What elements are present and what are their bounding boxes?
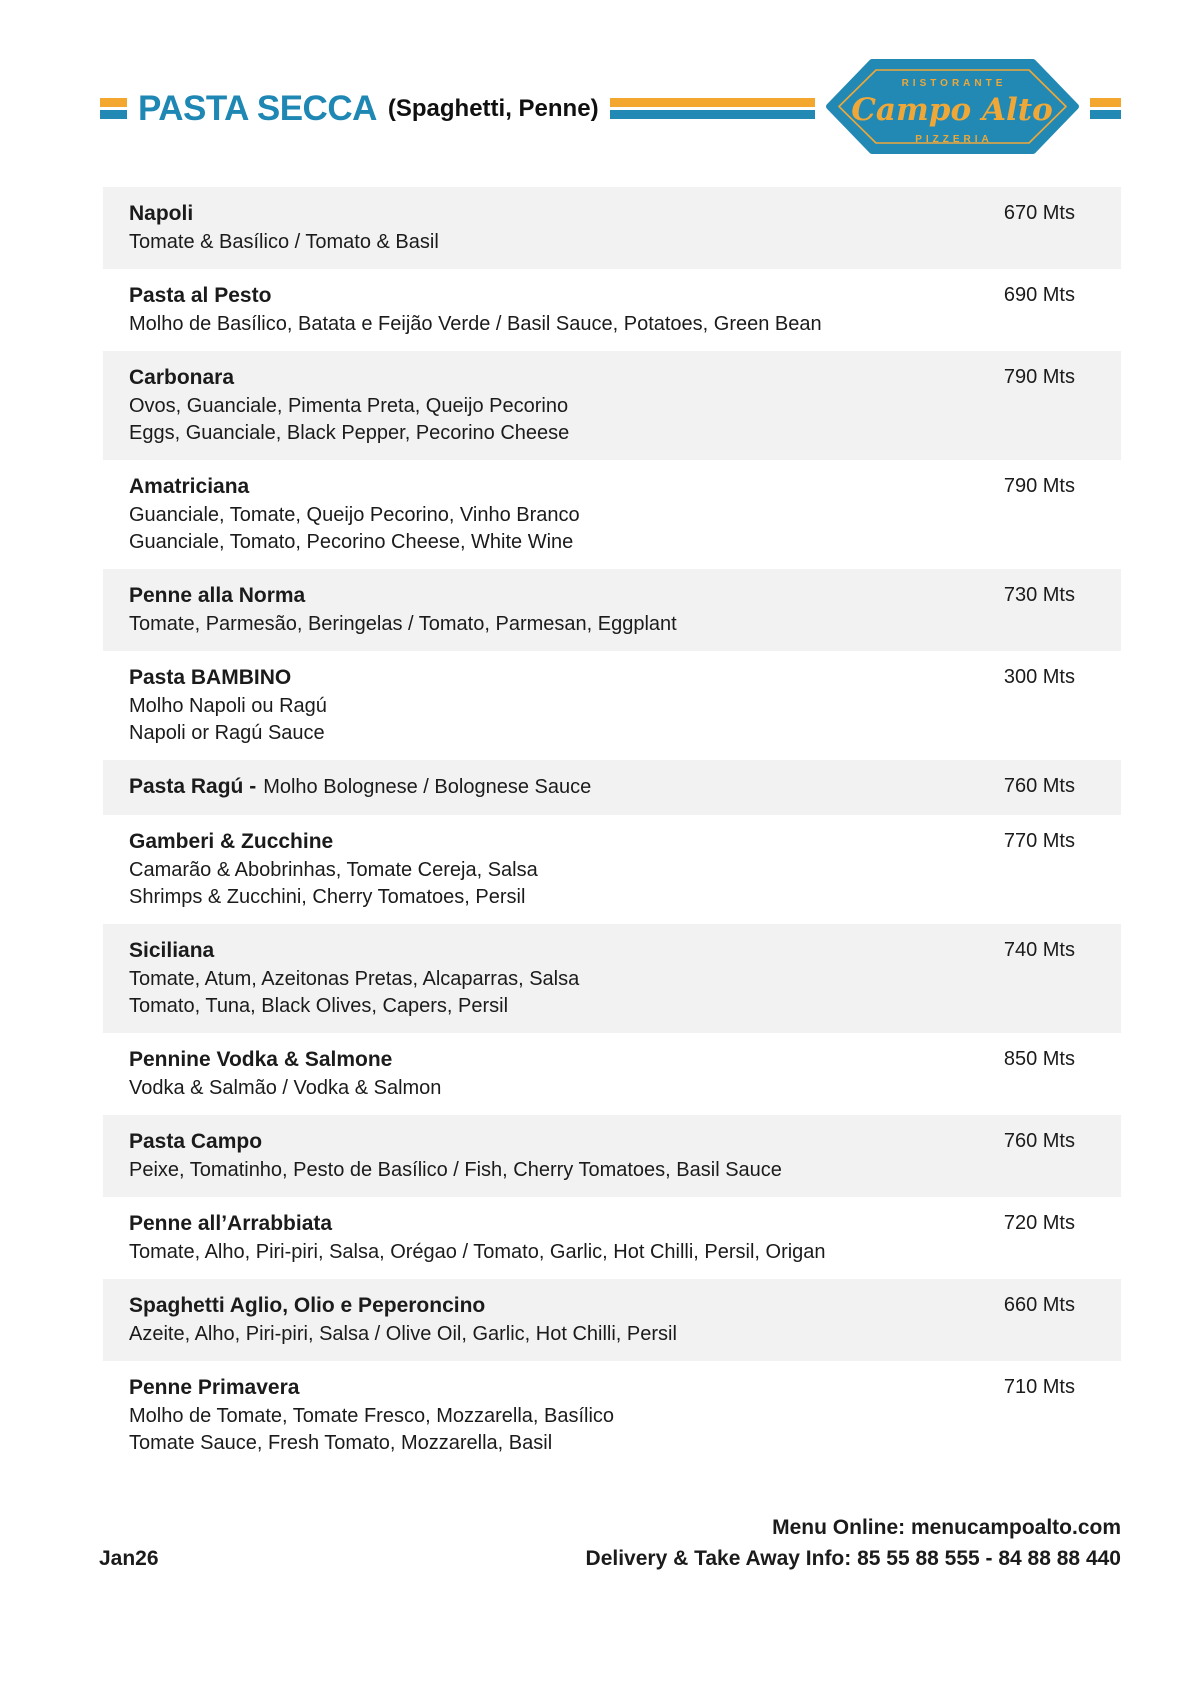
item-text: [129, 364, 984, 447]
item-price: 760 Mts: [1003, 775, 1075, 797]
item-description-line: Ovos, Guanciale, Pimenta Preta, Queijo Pecorino: [129, 395, 569, 417]
item-price: 720 Mts: [1003, 1212, 1075, 1234]
menu-item-row: [103, 815, 1121, 924]
item-price: 660 Mts: [1003, 1294, 1075, 1316]
accent-bar-yellow: [100, 98, 127, 107]
menu-item-row: [103, 1361, 1121, 1470]
page-footer: [99, 1512, 1121, 1574]
item-title-line: [129, 1292, 984, 1321]
logo-top-label: RISTORANTE: [901, 77, 1007, 89]
item-description-line: Camarão & Abobrinhas, Tomate Cereja, Salsa: [129, 859, 538, 881]
menu-item-row: [103, 651, 1121, 760]
item-title-line: [129, 773, 984, 802]
accent-bar-blue: [610, 110, 815, 119]
item-title-line: [129, 664, 984, 693]
item-text: [129, 1128, 984, 1184]
item-name: Carbonara: [129, 366, 235, 389]
item-description-line: Tomate, Alho, Piri-piri, Salsa, Orégao / Tomato, Garlic, Hot Chilli, Persil, Origan: [129, 1241, 826, 1263]
item-name: Pasta Campo: [129, 1130, 263, 1153]
item-price: 790 Mts: [1003, 475, 1075, 497]
item-name: Napoli: [129, 202, 194, 225]
item-title-line: [129, 937, 984, 966]
menu-online-line: Menu Online: menucampoalto.com: [772, 1516, 1121, 1539]
item-text: [129, 1374, 984, 1457]
menu-edition: Jan26: [99, 1547, 159, 1570]
item-text: [129, 828, 984, 911]
menu-item-row: [103, 1279, 1121, 1361]
menu-item-row: [103, 269, 1121, 351]
page-header: [0, 0, 1190, 162]
item-name: Pasta al Pesto: [129, 284, 272, 307]
menu-item-row: [103, 351, 1121, 460]
item-name: Pasta Ragú -: [129, 775, 257, 798]
item-name: Penne all’Arrabbiata: [129, 1212, 333, 1235]
header-accent-marker: [100, 98, 127, 119]
menu-item-row: [103, 924, 1121, 1033]
item-text: [129, 1292, 984, 1348]
item-title-line: [129, 1374, 984, 1403]
item-title-line: [129, 1046, 984, 1075]
item-title-line: [129, 1210, 984, 1239]
item-price: 850 Mts: [1003, 1048, 1075, 1070]
accent-bar-blue: [1090, 110, 1121, 119]
footer-contact-block: [586, 1512, 1121, 1574]
item-name: Pasta BAMBINO: [129, 666, 292, 689]
menu-item-row: [103, 1033, 1121, 1115]
page-title: PASTA SECCA: [138, 88, 377, 128]
menu-list: [103, 187, 1121, 1470]
item-description-line: Azeite, Alho, Piri-piri, Salsa / Olive Oil, Garlic, Hot Chilli, Persil: [129, 1323, 677, 1345]
item-title-line: [129, 1128, 984, 1157]
page-subtitle: (Spaghetti, Penne): [387, 94, 599, 122]
item-description-line: Tomato, Tuna, Black Olives, Capers, Persil: [129, 995, 509, 1017]
header-accent-right: [1090, 98, 1121, 119]
item-description-line: Eggs, Guanciale, Black Pepper, Pecorino Cheese: [129, 422, 570, 444]
item-description-line: Peixe, Tomatinho, Pesto de Basílico / Fish, Cherry Tomatoes, Basil Sauce: [129, 1159, 782, 1181]
item-description-line: Guanciale, Tomate, Queijo Pecorino, Vinho Branco: [129, 504, 580, 526]
item-text: [129, 282, 984, 338]
item-title-line: [129, 473, 984, 502]
item-price: 760 Mts: [1003, 1130, 1075, 1152]
accent-bar-yellow: [610, 98, 815, 107]
item-description-line: Molho de Tomate, Tomate Fresco, Mozzarella, Basílico: [129, 1405, 615, 1427]
item-name: Gamberi & Zucchine: [129, 830, 334, 853]
item-name: Penne alla Norma: [129, 584, 306, 607]
item-price: 790 Mts: [1003, 366, 1075, 388]
item-text: [129, 582, 984, 638]
item-price: 690 Mts: [1003, 284, 1075, 306]
item-inline-description: Molho Bolognese / Bolognese Sauce: [263, 776, 592, 798]
menu-item-row: [103, 760, 1121, 815]
menu-item-row: [103, 569, 1121, 651]
restaurant-logo: [826, 53, 1079, 165]
item-description-line: Molho Napoli ou Ragú: [129, 695, 327, 717]
item-name: Penne Primavera: [129, 1376, 300, 1399]
item-text: [129, 1046, 984, 1102]
item-name: Pennine Vodka & Salmone: [129, 1048, 393, 1071]
delivery-info-line: Delivery & Take Away Info: 85 55 88 555 - 84 88 88 440: [585, 1547, 1121, 1570]
item-name: Siciliana: [129, 939, 215, 962]
item-text: [129, 937, 984, 1020]
item-title-line: [129, 582, 984, 611]
item-description-line: Molho de Basílico, Batata e Feijão Verde / Basil Sauce, Potatoes, Green Bean: [129, 313, 822, 335]
item-description-line: Tomate, Atum, Azeitonas Pretas, Alcaparras, Salsa: [129, 968, 580, 990]
item-description-line: Napoli or Ragú Sauce: [129, 722, 325, 744]
item-price: 770 Mts: [1003, 830, 1075, 852]
item-title-line: [129, 282, 984, 311]
item-description-line: Vodka & Salmão / Vodka & Salmon: [129, 1077, 442, 1099]
item-price: 740 Mts: [1003, 939, 1075, 961]
item-text: [129, 1210, 984, 1266]
item-text: [129, 664, 984, 747]
item-description-line: Guanciale, Tomato, Pecorino Cheese, White Wine: [129, 531, 574, 553]
accent-bar-blue: [100, 110, 127, 119]
item-price: 300 Mts: [1003, 666, 1075, 688]
item-price: 670 Mts: [1003, 202, 1075, 224]
item-description-line: Tomate, Parmesão, Beringelas / Tomato, Parmesan, Eggplant: [129, 613, 677, 635]
header-accent-line: [610, 98, 815, 119]
logo-bottom-label: PIZZERIA: [915, 133, 993, 145]
menu-item-row: [103, 1115, 1121, 1197]
logo-name: Campo Alto: [851, 91, 1053, 128]
accent-bar-yellow: [1090, 98, 1121, 107]
item-text: [129, 200, 984, 256]
logo-badge: [826, 53, 1079, 160]
item-title-line: [129, 200, 984, 229]
item-title-line: [129, 828, 984, 857]
menu-item-row: [103, 187, 1121, 269]
item-title-line: [129, 364, 984, 393]
menu-item-row: [103, 460, 1121, 569]
item-price: 710 Mts: [1003, 1376, 1075, 1398]
item-price: 730 Mts: [1003, 584, 1075, 606]
menu-item-row: [103, 1197, 1121, 1279]
item-name: Spaghetti Aglio, Olio e Peperoncino: [129, 1294, 486, 1317]
item-name: Amatriciana: [129, 475, 250, 498]
item-description-line: Shrimps & Zucchini, Cherry Tomatoes, Persil: [129, 886, 526, 908]
item-text: [129, 773, 984, 802]
item-description-line: Tomate Sauce, Fresh Tomato, Mozzarella, Basil: [129, 1432, 553, 1454]
item-description-line: Tomate & Basílico / Tomato & Basil: [129, 231, 439, 253]
item-text: [129, 473, 984, 556]
